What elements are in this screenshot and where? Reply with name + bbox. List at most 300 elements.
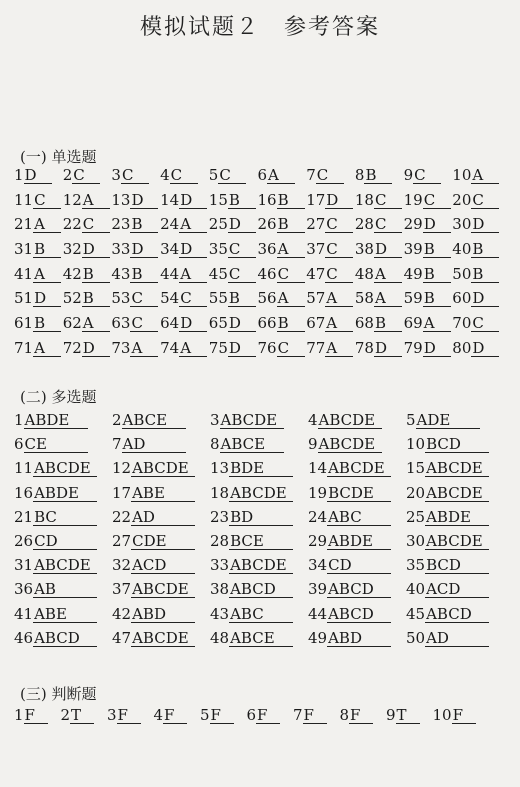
answer-item xyxy=(308,605,391,623)
answer-value: D xyxy=(471,217,499,233)
answer-value: F xyxy=(24,708,48,724)
question-number: 30 xyxy=(452,215,472,234)
question-number: 44 xyxy=(160,264,180,283)
answer-item xyxy=(210,484,293,502)
answer-value: CD xyxy=(33,534,97,550)
answer-value: ABDE xyxy=(33,486,97,502)
answer-item xyxy=(406,580,489,598)
answer-item xyxy=(112,459,195,477)
answer-value: B xyxy=(423,291,451,307)
question-number: 1 xyxy=(14,166,24,184)
question-number: 6 xyxy=(246,706,257,724)
question-number: 3 xyxy=(210,411,220,429)
answer-value: A xyxy=(82,316,110,332)
answer-value: C xyxy=(423,193,451,209)
question-number: 4 xyxy=(153,706,164,724)
question-number: 8 xyxy=(354,166,365,184)
answer-item xyxy=(452,314,499,332)
page-title: 模拟试题２ 参考答案 xyxy=(139,15,380,40)
question-number: 29 xyxy=(308,531,328,550)
answer-value: ABCDE xyxy=(425,486,489,502)
question-number: 25 xyxy=(406,507,426,526)
question-number: 54 xyxy=(160,289,180,308)
answer-value: C xyxy=(72,168,100,184)
answer-value: ABCE xyxy=(229,631,293,647)
question-number: 20 xyxy=(452,190,472,209)
answer-item xyxy=(209,289,256,307)
answer-item xyxy=(61,706,95,724)
question-number: 72 xyxy=(62,338,82,357)
question-number: 50 xyxy=(452,264,472,283)
question-number: 12 xyxy=(62,190,82,209)
question-number: 47 xyxy=(112,628,132,647)
answer-value: A xyxy=(179,341,207,357)
question-number: 19 xyxy=(308,483,328,502)
answer-value: A xyxy=(33,267,61,283)
question-number: 13 xyxy=(111,190,131,209)
answer-item xyxy=(306,166,344,184)
answer-item xyxy=(406,411,480,429)
question-number: 24 xyxy=(160,215,180,234)
question-number: 61 xyxy=(14,314,34,333)
answer-value: ABCE xyxy=(122,413,186,429)
answer-value: C xyxy=(374,193,402,209)
question-number: 22 xyxy=(112,507,132,526)
answer-item xyxy=(406,605,489,623)
answer-value: D xyxy=(179,242,207,258)
answer-value: C xyxy=(82,217,110,233)
answer-value: ABDE xyxy=(24,413,88,429)
answer-item xyxy=(406,484,489,502)
answer-value: F xyxy=(303,708,327,724)
answer-item xyxy=(209,339,256,357)
answer-item xyxy=(14,289,61,307)
answer-item xyxy=(406,629,489,647)
answer-value: C xyxy=(130,291,158,307)
question-number: 9 xyxy=(308,435,318,454)
answer-value: T xyxy=(70,708,94,724)
answer-item xyxy=(452,265,499,283)
answer-value: ABCDE xyxy=(131,631,195,647)
answer-item xyxy=(404,289,451,307)
answer-item xyxy=(111,166,149,184)
question-number: 12 xyxy=(112,459,132,478)
question-number: 25 xyxy=(208,215,228,234)
question-number: 15 xyxy=(406,459,426,478)
question-number: 17 xyxy=(306,190,326,209)
answer-value: ABC xyxy=(327,510,391,526)
answer-value: B xyxy=(33,316,61,332)
answer-value: ABCD xyxy=(33,631,97,647)
question-number: 14 xyxy=(160,190,180,209)
answer-item xyxy=(406,459,489,477)
question-number: 10 xyxy=(432,706,452,724)
answer-item xyxy=(406,435,489,453)
question-number: 78 xyxy=(354,338,374,357)
question-number: 2 xyxy=(62,166,73,184)
answer-item xyxy=(111,265,158,283)
answer-item xyxy=(154,706,188,724)
question-number: 47 xyxy=(306,264,326,283)
answer-item xyxy=(308,459,391,477)
question-number: 2 xyxy=(60,706,71,724)
question-number: 41 xyxy=(14,604,34,623)
answer-item xyxy=(14,532,97,550)
question-number: 32 xyxy=(62,240,82,259)
answer-item xyxy=(306,265,353,283)
answer-value: A xyxy=(130,341,158,357)
answer-value: D xyxy=(130,242,158,258)
answer-item xyxy=(293,706,327,724)
answer-item xyxy=(112,532,195,550)
question-number: 3 xyxy=(107,706,117,724)
question-number: 28 xyxy=(210,531,230,550)
question-number: 76 xyxy=(257,338,277,357)
answer-item xyxy=(306,314,353,332)
answer-value: ABDE xyxy=(425,510,489,526)
answer-value: F xyxy=(163,708,187,724)
answer-value: B xyxy=(82,267,110,283)
answer-item xyxy=(63,215,110,233)
answer-value: C xyxy=(325,267,353,283)
answer-item xyxy=(210,508,293,526)
question-number: 27 xyxy=(306,215,326,234)
answer-value: ABD xyxy=(131,607,195,623)
answer-value: A xyxy=(325,316,353,332)
answer-item xyxy=(210,629,293,647)
question-number: 19 xyxy=(403,190,423,209)
question-number: 80 xyxy=(452,338,472,357)
question-number: 18 xyxy=(354,190,374,209)
answer-value: F xyxy=(256,708,280,724)
answer-value: ABCDE xyxy=(229,486,293,502)
answer-item xyxy=(404,339,451,357)
question-number: 77 xyxy=(306,338,326,357)
answer-item xyxy=(63,289,110,307)
question-number: 48 xyxy=(210,628,230,647)
question-number: 73 xyxy=(111,338,131,357)
answer-value: ABCDE xyxy=(33,558,97,574)
answer-value: D xyxy=(179,193,207,209)
answer-item xyxy=(308,532,391,550)
answer-item xyxy=(111,215,158,233)
answer-item xyxy=(210,556,293,574)
question-number: 5 xyxy=(200,706,210,724)
question-number: 58 xyxy=(354,289,374,308)
answer-value: ABCE xyxy=(220,437,284,453)
answer-item xyxy=(386,706,420,724)
answer-item xyxy=(258,215,305,233)
question-number: 9 xyxy=(403,166,414,184)
answer-item xyxy=(209,166,247,184)
answer-value: BCD xyxy=(425,437,489,453)
answer-value: C xyxy=(121,168,149,184)
question-number: 11 xyxy=(14,459,34,478)
answer-item xyxy=(306,240,353,258)
question-number: 71 xyxy=(14,338,34,357)
answer-value: ABCD xyxy=(229,582,293,598)
answer-value: D xyxy=(228,341,256,357)
question-number: 50 xyxy=(406,628,426,647)
answer-item xyxy=(209,265,256,283)
answer-value: B xyxy=(228,291,256,307)
answer-item xyxy=(210,459,293,477)
answer-item xyxy=(111,191,158,209)
question-number: 24 xyxy=(308,507,328,526)
answer-item xyxy=(107,706,141,724)
answer-item xyxy=(308,435,382,453)
answer-value: F xyxy=(117,708,141,724)
question-number: 45 xyxy=(406,604,426,623)
answer-value: ADE xyxy=(416,413,480,429)
answer-value: C xyxy=(413,168,441,184)
answer-value: A xyxy=(471,168,499,184)
answer-item xyxy=(63,240,110,258)
question-number: 59 xyxy=(403,289,423,308)
question-number: 36 xyxy=(257,240,277,259)
question-number: 1 xyxy=(14,706,24,724)
question-number: 46 xyxy=(257,264,277,283)
question-number: 21 xyxy=(14,215,34,234)
question-number: 31 xyxy=(14,556,34,575)
question-number: 34 xyxy=(160,240,180,259)
question-number: 63 xyxy=(111,314,131,333)
answer-value: C xyxy=(33,193,61,209)
answer-item xyxy=(14,706,48,724)
question-number: 11 xyxy=(14,190,34,209)
question-number: 28 xyxy=(354,215,374,234)
answer-value: ACD xyxy=(131,558,195,574)
answer-item xyxy=(404,314,451,332)
answer-value: C xyxy=(218,168,246,184)
answer-item xyxy=(14,191,61,209)
answer-value: A xyxy=(179,217,207,233)
question-number: 40 xyxy=(406,580,426,599)
question-number: 31 xyxy=(14,240,34,259)
question-number: 21 xyxy=(14,507,34,526)
answer-item xyxy=(258,240,305,258)
answer-item xyxy=(160,314,207,332)
question-number: 74 xyxy=(160,338,180,357)
question-number: 9 xyxy=(386,706,396,724)
answer-value: T xyxy=(396,708,420,724)
answer-value: D xyxy=(82,242,110,258)
answer-value: A xyxy=(82,193,110,209)
answer-value: F xyxy=(349,708,373,724)
answer-value: ACD xyxy=(425,582,489,598)
answer-item xyxy=(209,191,256,209)
answer-value: B xyxy=(364,168,392,184)
answer-item xyxy=(210,605,293,623)
answer-value: AB xyxy=(33,582,97,598)
answer-value: F xyxy=(210,708,234,724)
answer-value: B xyxy=(277,316,305,332)
answer-item xyxy=(308,411,382,429)
answer-item xyxy=(160,265,207,283)
answer-value: D xyxy=(325,193,353,209)
question-number: 62 xyxy=(62,314,82,333)
question-number: 26 xyxy=(257,215,277,234)
answer-value: C xyxy=(471,316,499,332)
answer-item xyxy=(306,289,353,307)
question-number: 79 xyxy=(403,338,423,357)
question-number: 60 xyxy=(452,289,472,308)
answer-item xyxy=(452,240,499,258)
question-number: 17 xyxy=(112,483,132,502)
answer-item xyxy=(112,411,186,429)
question-number: 7 xyxy=(293,706,303,724)
answer-item xyxy=(404,191,451,209)
answer-item xyxy=(160,191,207,209)
question-number: 8 xyxy=(210,435,220,454)
answer-value: B xyxy=(471,242,499,258)
answer-value: A xyxy=(374,267,402,283)
question-number: 34 xyxy=(308,556,328,575)
answer-item xyxy=(14,459,97,477)
answer-item xyxy=(210,435,284,453)
answer-item xyxy=(404,240,451,258)
question-number: 37 xyxy=(306,240,326,259)
answer-value: ABCDE xyxy=(318,413,382,429)
answer-value: D xyxy=(423,217,451,233)
answer-item xyxy=(160,240,207,258)
answer-item xyxy=(355,339,402,357)
question-number: 32 xyxy=(112,556,132,575)
answer-value: BCD xyxy=(425,558,489,574)
answer-value: D xyxy=(24,168,52,184)
question-number: 36 xyxy=(14,580,34,599)
answer-item xyxy=(355,215,402,233)
question-number: 66 xyxy=(257,314,277,333)
answer-value: B xyxy=(130,217,158,233)
answer-item xyxy=(452,215,499,233)
answer-item xyxy=(160,166,198,184)
answer-value: BD xyxy=(229,510,293,526)
question-number: 16 xyxy=(14,483,34,502)
question-number: 42 xyxy=(112,604,132,623)
answer-value: D xyxy=(423,341,451,357)
answer-item xyxy=(112,605,195,623)
answer-value: D xyxy=(228,217,256,233)
answer-item xyxy=(406,556,489,574)
question-number: 18 xyxy=(210,483,230,502)
question-number: 53 xyxy=(111,289,131,308)
answer-value: D xyxy=(374,341,402,357)
question-number: 38 xyxy=(354,240,374,259)
question-number: 55 xyxy=(208,289,228,308)
answer-item xyxy=(404,215,451,233)
answer-value: B xyxy=(423,242,451,258)
answer-item xyxy=(308,508,391,526)
question-number: 65 xyxy=(208,314,228,333)
question-number: 20 xyxy=(406,483,426,502)
answer-value: ABCD xyxy=(425,607,489,623)
answer-item xyxy=(14,605,97,623)
answer-item xyxy=(14,484,97,502)
question-number: 42 xyxy=(62,264,82,283)
answer-item xyxy=(355,265,402,283)
answer-item xyxy=(14,580,97,598)
answer-value: ABCDE xyxy=(220,413,284,429)
question-number: 6 xyxy=(14,435,24,454)
answer-value: B xyxy=(277,217,305,233)
answer-item xyxy=(452,339,499,357)
question-number: 49 xyxy=(308,628,328,647)
question-number: 23 xyxy=(111,215,131,234)
answer-value: BCE xyxy=(229,534,293,550)
question-number: 33 xyxy=(210,556,230,575)
question-number: 49 xyxy=(403,264,423,283)
question-number: 68 xyxy=(354,314,374,333)
answer-item xyxy=(452,191,499,209)
question-number: 33 xyxy=(111,240,131,259)
answer-item xyxy=(452,289,499,307)
answer-value: C xyxy=(179,291,207,307)
answer-value: BC xyxy=(33,510,97,526)
answer-item xyxy=(14,166,52,184)
question-number: 67 xyxy=(306,314,326,333)
answer-item xyxy=(111,314,158,332)
answer-item xyxy=(258,289,305,307)
question-number: 57 xyxy=(306,289,326,308)
answer-value: D xyxy=(82,341,110,357)
question-number: 4 xyxy=(308,411,318,429)
answer-value: BCDE xyxy=(327,486,391,502)
answer-item xyxy=(14,556,97,574)
question-number: 10 xyxy=(452,166,472,184)
answer-value: ABE xyxy=(131,486,195,502)
question-number: 5 xyxy=(208,166,219,184)
question-number: 43 xyxy=(111,264,131,283)
question-number: 70 xyxy=(452,314,472,333)
question-number: 23 xyxy=(210,507,230,526)
answer-value: ABCD xyxy=(327,582,391,598)
answer-value: C xyxy=(277,341,305,357)
answer-value: ABCDE xyxy=(425,534,489,550)
question-number: 5 xyxy=(406,411,416,429)
answer-value: ABCD xyxy=(327,607,391,623)
answer-item xyxy=(14,435,88,453)
answer-item xyxy=(340,706,374,724)
answer-value: C xyxy=(277,267,305,283)
question-number: 29 xyxy=(403,215,423,234)
question-number: 52 xyxy=(62,289,82,308)
question-number: 64 xyxy=(160,314,180,333)
answer-value: ABCDE xyxy=(131,582,195,598)
answer-value: ABE xyxy=(33,607,97,623)
answer-item xyxy=(210,580,293,598)
answer-value: A xyxy=(277,291,305,307)
answer-item xyxy=(200,706,234,724)
answer-item xyxy=(112,580,195,598)
answer-item xyxy=(209,314,256,332)
answer-value: C xyxy=(325,242,353,258)
question-number: 26 xyxy=(14,531,34,550)
answer-value: ABCDE xyxy=(131,461,195,477)
answer-value: B xyxy=(277,193,305,209)
question-number: 14 xyxy=(308,459,328,478)
answer-value: A xyxy=(33,217,61,233)
answer-item xyxy=(406,532,489,550)
answer-value: A xyxy=(423,316,451,332)
question-number: 51 xyxy=(14,289,34,308)
answer-value: B xyxy=(33,242,61,258)
answer-value: CDE xyxy=(131,534,195,550)
answer-value: AD xyxy=(131,510,195,526)
answer-value: A xyxy=(325,291,353,307)
answer-value: C xyxy=(471,193,499,209)
question-number: 45 xyxy=(208,264,228,283)
